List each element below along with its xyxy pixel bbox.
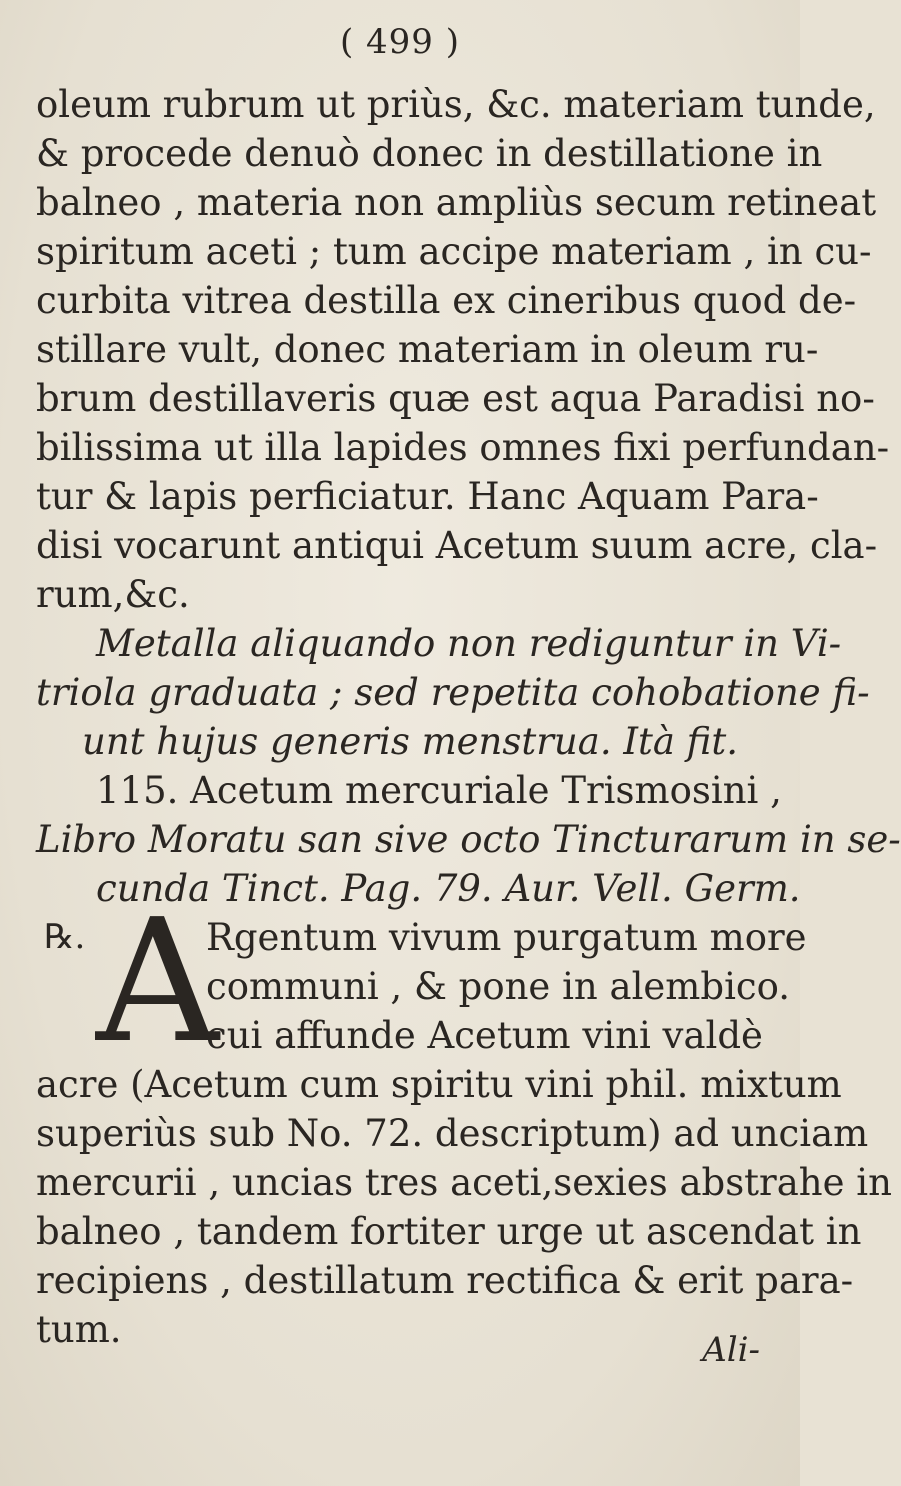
- drop-cap: A: [96, 883, 219, 1081]
- text-line: spiritum aceti ; tum accipe materiam , in cu-: [36, 230, 872, 273]
- text-line: oleum rubrum ut priùs, &c. materiam tunde,: [36, 83, 876, 126]
- italic-line: Metalla aliquando non rediguntur in Vi-: [96, 622, 842, 665]
- text-line: & procede denuò donec in destillatione in: [36, 132, 823, 175]
- text-line: balneo , tandem fortiter urge ut ascendat in: [36, 1210, 862, 1253]
- italic-line: triola graduata ; sed repetita cohobatione fi-: [36, 671, 870, 714]
- text-line: tum.: [36, 1308, 122, 1351]
- text-line: acre (Acetum cum spiritu vini phil. mixtum: [36, 1063, 842, 1106]
- reference-line: cunda Tinct. Pag. 79. Aur. Vell. Germ.: [96, 867, 801, 910]
- text-line: balneo , materia non ampliùs secum retineat: [36, 181, 877, 224]
- text-line: mercurii , uncias tres aceti,sexies abstrahe in: [36, 1161, 892, 1204]
- text-line: rum,&c.: [36, 573, 190, 616]
- text-line: curbita vitrea destilla ex cineribus quod de-: [36, 279, 857, 322]
- text-line: bilissima ut illa lapides omnes fixi perfundan-: [36, 426, 890, 469]
- page-number: ( 499 ): [339, 22, 461, 62]
- reference-line: Libro Moratu san sive octo Tincturarum in se-: [36, 818, 901, 861]
- text-line: brum destillaveris quæ est aqua Paradisi no-: [36, 377, 875, 420]
- text-line: cui affunde Acetum vini valdè: [206, 1014, 763, 1057]
- text-line: tur & lapis perficiatur. Hanc Aquam Para-: [36, 475, 819, 518]
- catchword: Ali-: [702, 1330, 760, 1370]
- text-line: disi vocarunt antiqui Acetum suum acre, cla-: [36, 524, 878, 567]
- italic-line: unt hujus generis menstrua. Ità fit.: [82, 720, 738, 763]
- text-line: stillare vult, donec materiam in oleum ru-: [36, 328, 819, 371]
- text-line: recipiens , destillatum rectifica & erit para-: [36, 1259, 854, 1302]
- text-line: Rgentum vivum purgatum more: [206, 916, 807, 959]
- recipe-symbol: ℞.: [44, 917, 86, 957]
- body-text: [36, 80, 901, 1354]
- text-line: superiùs sub No. 72. descriptum) ad unciam: [36, 1112, 869, 1155]
- text-line: communi , & pone in alembico.: [206, 965, 791, 1008]
- section-heading: 115. Acetum mercuriale Trismosini ,: [96, 769, 782, 812]
